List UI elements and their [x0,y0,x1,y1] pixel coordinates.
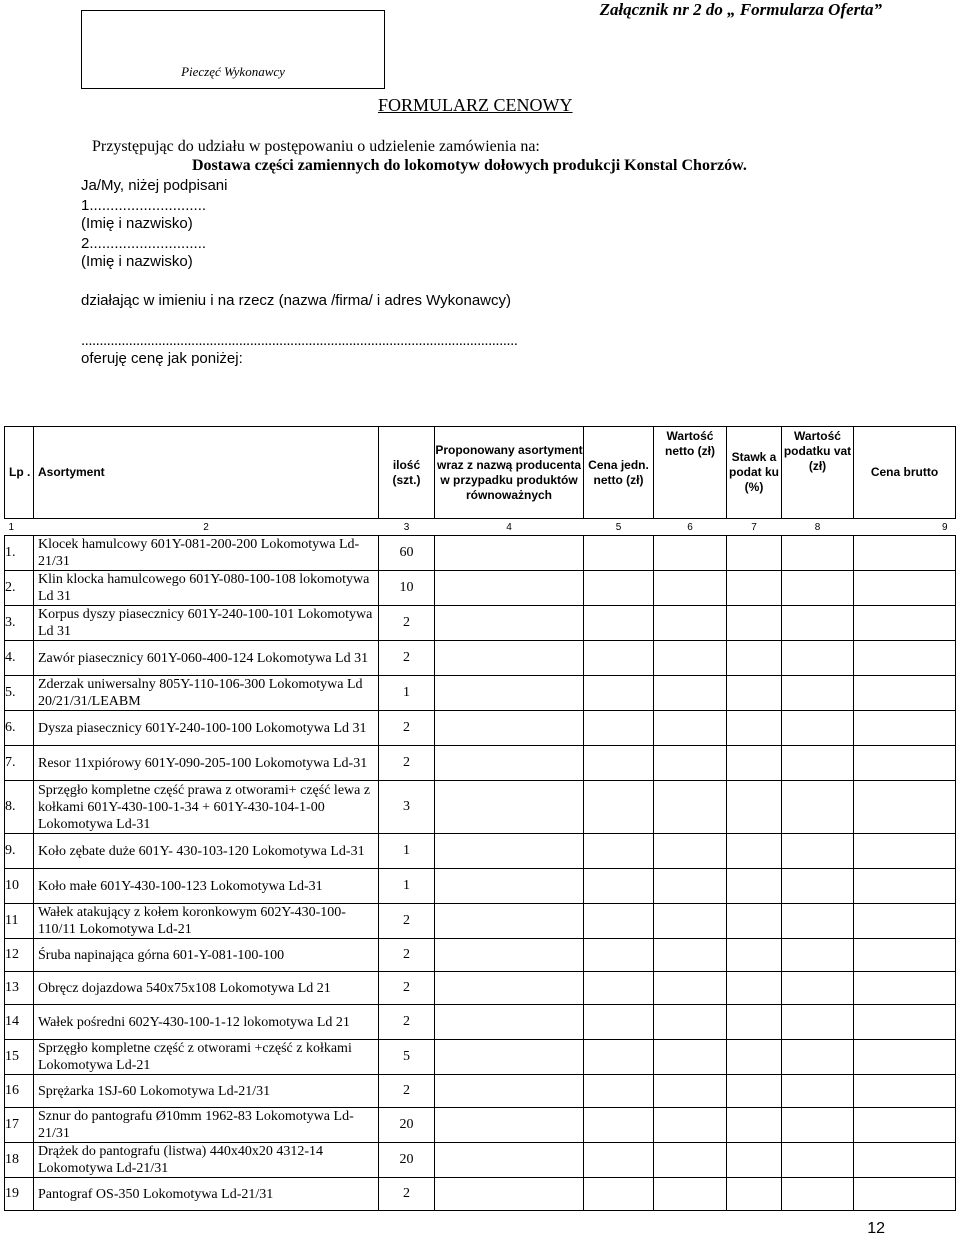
row-wartosc-vat[interactable] [782,641,854,676]
form-title: FORMULARZ CENOWY [378,95,573,115]
row-cena-brutto[interactable] [854,536,956,571]
row-proponowany[interactable] [435,746,584,781]
row-proponowany[interactable] [435,781,584,834]
row-wartosc-netto[interactable] [654,641,727,676]
row-proponowany[interactable] [435,1178,584,1211]
row-ilosc: 2 [379,1005,435,1040]
row-stawka[interactable] [727,606,782,641]
row-stawka[interactable] [727,676,782,711]
table-row [5,711,956,746]
row-cena-brutto[interactable] [854,1075,956,1108]
row-asortyment: Śruba napinająca górna 601-Y-081-100-100 [34,939,379,972]
row-stawka[interactable] [727,869,782,904]
row-cena-jedn[interactable] [584,641,654,676]
row-wartosc-netto[interactable] [654,972,727,1005]
row-ilosc: 10 [379,571,435,606]
row-stawka[interactable] [727,834,782,869]
row-lp: 15 [5,1040,34,1075]
row-cena-brutto[interactable] [854,746,956,781]
table-row [5,536,956,571]
row-wartosc-netto[interactable] [654,904,727,939]
header-cena-jedn: Cena jedn. netto (zł) [584,427,654,519]
table-row [5,834,956,869]
row-proponowany[interactable] [435,1108,584,1143]
row-stawka[interactable] [727,571,782,606]
row-asortyment: Zawór piasecznicy 601Y-060-400-124 Lokomotywa Ld 31 [34,641,379,676]
row-cena-jedn[interactable] [584,571,654,606]
row-proponowany[interactable] [435,1143,584,1178]
header-stawka: Stawk a podat ku (%) [727,427,782,519]
row-lp: 8. [5,781,34,834]
acting-on-behalf-text: działając w imieniu i na rzecz (nazwa /firma/ i adres Wykonawcy) [81,292,512,309]
row-ilosc: 2 [379,904,435,939]
table-row [5,939,956,972]
row-stawka[interactable] [727,711,782,746]
row-wartosc-vat[interactable] [782,834,854,869]
row-stawka[interactable] [727,904,782,939]
table-row [5,869,956,904]
row-wartosc-vat[interactable] [782,1108,854,1143]
row-wartosc-vat[interactable] [782,676,854,711]
table-row [5,1178,956,1211]
row-wartosc-vat[interactable] [782,746,854,781]
row-asortyment: Wałek pośredni 602Y-430-100-1-12 lokomotywa Ld 21 [34,1005,379,1040]
row-cena-jedn[interactable] [584,1075,654,1108]
row-cena-jedn[interactable] [584,711,654,746]
row-stawka[interactable] [727,781,782,834]
row-lp: 11 [5,904,34,939]
table-row [5,1005,956,1040]
row-cena-jedn[interactable] [584,606,654,641]
table-row [5,1040,956,1075]
table-row [5,606,956,641]
row-asortyment: Koło zębate duże 601Y- 430-103-120 Lokomotywa Ld-31 [34,834,379,869]
row-asortyment: Sznur do pantografu Ø10mm 1962-83 Lokomotywa Ld-21/31 [34,1108,379,1143]
row-lp: 17 [5,1108,34,1143]
row-wartosc-netto[interactable] [654,606,727,641]
row-wartosc-netto[interactable] [654,1005,727,1040]
table-row [5,676,956,711]
column-number: 3 [379,519,435,536]
row-lp: 13 [5,972,34,1005]
row-proponowany[interactable] [435,571,584,606]
header-cena-brutto: Cena brutto [854,427,956,519]
row-cena-brutto[interactable] [854,972,956,1005]
row-wartosc-netto[interactable] [654,1075,727,1108]
header-ilosc: ilość (szt.) [379,427,435,519]
row-cena-jedn[interactable] [584,536,654,571]
row-stawka[interactable] [727,1005,782,1040]
row-proponowany[interactable] [435,641,584,676]
row-cena-jedn[interactable] [584,972,654,1005]
row-cena-brutto[interactable] [854,676,956,711]
row-wartosc-netto[interactable] [654,746,727,781]
row-wartosc-netto[interactable] [654,1143,727,1178]
row-proponowany[interactable] [435,904,584,939]
row-lp: 18 [5,1143,34,1178]
row-ilosc: 2 [379,711,435,746]
row-ilosc: 5 [379,1040,435,1075]
row-asortyment: Resor 11xpiórowy 601Y-090-205-100 Lokomotywa Ld-31 [34,746,379,781]
row-cena-jedn[interactable] [584,904,654,939]
row-wartosc-netto[interactable] [654,1178,727,1211]
row-stawka[interactable] [727,641,782,676]
row-proponowany[interactable] [435,536,584,571]
row-asortyment: Sprzęgło kompletne część z otworami +część z kołkami Lokomotywa Ld-21 [34,1040,379,1075]
row-stawka[interactable] [727,536,782,571]
row-wartosc-vat[interactable] [782,781,854,834]
row-ilosc: 2 [379,746,435,781]
row-proponowany[interactable] [435,834,584,869]
order-subject: Dostawa części zamiennych do lokomotyw dołowych produkcji Konstal Chorzów. [192,157,747,174]
table-row [5,904,956,939]
row-proponowany[interactable] [435,676,584,711]
row-lp: 9. [5,834,34,869]
row-stawka[interactable] [727,1178,782,1211]
stamp-box [81,10,385,89]
contractor-dots-line: ....................................................................................................................... [81,332,518,349]
row-proponowany[interactable] [435,606,584,641]
row-cena-brutto[interactable] [854,1040,956,1075]
row-wartosc-vat[interactable] [782,972,854,1005]
row-cena-brutto[interactable] [854,869,956,904]
row-proponowany[interactable] [435,939,584,972]
row-cena-brutto[interactable] [854,1005,956,1040]
row-stawka[interactable] [727,746,782,781]
row-lp: 5. [5,676,34,711]
row-wartosc-netto[interactable] [654,1040,727,1075]
signatory-1-line: 1............................ [81,197,207,214]
row-lp: 16 [5,1075,34,1108]
row-cena-jedn[interactable] [584,1108,654,1143]
row-asortyment: Wałek atakujący z kołem koronkowym 602Y-430-100-110/11 Lokomotywa Ld-21 [34,904,379,939]
row-lp: 1. [5,536,34,571]
table-row [5,746,956,781]
row-lp: 19 [5,1178,34,1211]
row-wartosc-vat[interactable] [782,571,854,606]
row-lp: 10 [5,869,34,904]
table-row [5,1075,956,1108]
row-asortyment: Obręcz dojazdowa 540x75x108 Lokomotywa Ld 21 [34,972,379,1005]
row-cena-brutto[interactable] [854,939,956,972]
row-asortyment: Zderzak uniwersalny 805Y-110-106-300 Lokomotywa Ld 20/21/31/LEABM [34,676,379,711]
row-wartosc-vat[interactable] [782,1005,854,1040]
row-cena-brutto[interactable] [854,641,956,676]
row-ilosc: 20 [379,1143,435,1178]
row-cena-brutto[interactable] [854,711,956,746]
stamp-label: Pieczęć Wykonawcy [181,64,285,79]
row-wartosc-netto[interactable] [654,939,727,972]
row-wartosc-vat[interactable] [782,1040,854,1075]
row-lp: 3. [5,606,34,641]
row-wartosc-vat[interactable] [782,711,854,746]
table-row [5,571,956,606]
row-asortyment: Klocek hamulcowy 601Y-081-200-200 Lokomotywa Ld-21/31 [34,536,379,571]
row-cena-jedn[interactable] [584,1040,654,1075]
row-ilosc: 3 [379,781,435,834]
row-wartosc-vat[interactable] [782,1178,854,1211]
row-wartosc-netto[interactable] [654,834,727,869]
column-number: 9 [854,519,956,536]
row-stawka[interactable] [727,1040,782,1075]
row-wartosc-netto[interactable] [654,869,727,904]
row-wartosc-netto[interactable] [654,781,727,834]
row-ilosc: 2 [379,939,435,972]
row-ilosc: 1 [379,676,435,711]
row-wartosc-netto[interactable] [654,676,727,711]
row-asortyment: Sprzęgło kompletne część prawa z otworami+ część lewa z kołkami 601Y-430-100-1-34 + 601Y-430-104-1-00 Lokomotywa Ld-31 [34,781,379,834]
row-ilosc: 2 [379,641,435,676]
row-proponowany[interactable] [435,869,584,904]
row-ilosc: 2 [379,606,435,641]
row-ilosc: 60 [379,536,435,571]
row-cena-jedn[interactable] [584,834,654,869]
row-asortyment: Korpus dyszy piasecznicy 601Y-240-100-101 Lokomotywa Ld 31 [34,606,379,641]
row-wartosc-netto[interactable] [654,536,727,571]
row-asortyment: Pantograf OS-350 Lokomotywa Ld-21/31 [34,1178,379,1211]
header-wartosc-netto: Wartość netto (zł) [654,427,727,519]
row-lp: 2. [5,571,34,606]
signed-text: Ja/My, niżej podpisani [81,177,228,194]
row-cena-jedn[interactable] [584,746,654,781]
row-cena-jedn[interactable] [584,781,654,834]
column-number: 4 [435,519,584,536]
row-wartosc-vat[interactable] [782,904,854,939]
row-cena-jedn[interactable] [584,939,654,972]
signatory-2-line: 2............................ [81,235,207,252]
row-wartosc-vat[interactable] [782,939,854,972]
row-cena-brutto[interactable] [854,834,956,869]
table-row [5,1108,956,1143]
row-asortyment: Dysza piasecznicy 601Y-240-100-100 Lokomotywa Ld 31 [34,711,379,746]
page-number: 12 [867,1220,885,1237]
row-cena-brutto[interactable] [854,1178,956,1211]
header-asortyment: Asortyment [34,427,379,519]
signatory-2-caption: (Imię i nazwisko) [81,253,193,270]
row-lp: 4. [5,641,34,676]
row-wartosc-netto[interactable] [654,571,727,606]
row-wartosc-netto[interactable] [654,1108,727,1143]
row-cena-brutto[interactable] [854,904,956,939]
table-header-row [5,427,956,519]
row-cena-brutto[interactable] [854,781,956,834]
column-number: 5 [584,519,654,536]
row-asortyment: Sprężarka 1SJ-60 Lokomotywa Ld-21/31 [34,1075,379,1108]
row-lp: 7. [5,746,34,781]
row-stawka[interactable] [727,972,782,1005]
row-ilosc: 1 [379,869,435,904]
row-asortyment: Koło małe 601Y-430-100-123 Lokomotywa Ld-31 [34,869,379,904]
row-stawka[interactable] [727,1075,782,1108]
row-proponowany[interactable] [435,1005,584,1040]
row-ilosc: 2 [379,1178,435,1211]
row-lp: 12 [5,939,34,972]
row-lp: 6. [5,711,34,746]
row-ilosc: 2 [379,1075,435,1108]
column-number: 2 [34,519,379,536]
row-cena-brutto[interactable] [854,1108,956,1143]
row-stawka[interactable] [727,1108,782,1143]
table-row [5,641,956,676]
table-row [5,1143,956,1178]
offer-text: oferuję cenę jak poniżej: [81,350,243,367]
row-proponowany[interactable] [435,972,584,1005]
signatory-1-caption: (Imię i nazwisko) [81,215,193,232]
column-number-row [5,519,956,536]
row-wartosc-netto[interactable] [654,711,727,746]
row-asortyment: Klin klocka hamulcowego 601Y-080-100-108 lokomotywa Ld 31 [34,571,379,606]
header-wartosc-vat: Wartość podatku vat (zł) [782,427,854,519]
row-stawka[interactable] [727,1143,782,1178]
table-row [5,972,956,1005]
intro-text: Przystępując do udziału w postępowaniu o udzielenie zamówienia na: [92,138,540,155]
column-number: 6 [654,519,727,536]
row-wartosc-vat[interactable] [782,606,854,641]
row-ilosc: 20 [379,1108,435,1143]
row-proponowany[interactable] [435,1040,584,1075]
row-wartosc-vat[interactable] [782,536,854,571]
row-cena-jedn[interactable] [584,869,654,904]
attachment-label: Załącznik nr 2 do „ Formularza Oferta” [599,0,882,19]
row-wartosc-vat[interactable] [782,1075,854,1108]
row-proponowany[interactable] [435,1075,584,1108]
row-cena-jedn[interactable] [584,1178,654,1211]
row-ilosc: 1 [379,834,435,869]
row-cena-jedn[interactable] [584,1143,654,1178]
row-cena-jedn[interactable] [584,676,654,711]
header-lp: Lp . [5,427,34,519]
column-number: 8 [782,519,854,536]
row-wartosc-vat[interactable] [782,1143,854,1178]
row-cena-jedn[interactable] [584,1005,654,1040]
header-proponowany: Proponowany asortyment wraz z nazwą producenta w przypadku produktów równoważnych [435,427,584,519]
row-stawka[interactable] [727,939,782,972]
row-ilosc: 2 [379,972,435,1005]
row-asortyment: Drążek do pantografu (listwa) 440x40x20 4312-14 Lokomotywa Ld-21/31 [34,1143,379,1178]
row-cena-brutto[interactable] [854,606,956,641]
column-number: 7 [727,519,782,536]
row-wartosc-vat[interactable] [782,869,854,904]
row-cena-brutto[interactable] [854,571,956,606]
column-number: 1 [5,519,34,536]
row-cena-brutto[interactable] [854,1143,956,1178]
row-proponowany[interactable] [435,711,584,746]
row-lp: 14 [5,1005,34,1040]
price-table [4,426,956,1211]
table-row [5,781,956,834]
